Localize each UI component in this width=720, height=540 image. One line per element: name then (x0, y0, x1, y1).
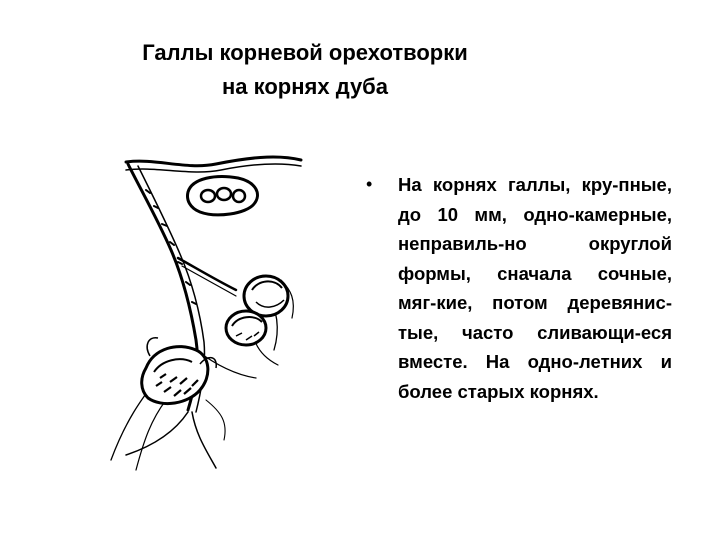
slide-title-line-1: Галлы корневой орехотворки (142, 40, 468, 65)
slide-title-line-2: на корнях дуба (222, 74, 388, 99)
bullet-text: На корнях галлы, кру-пные, до 10 мм, одно-камерные, неправиль-но округлой формы, сначала сочные, мяг-кие, потом деревянис-тые, часто сливающи-еся вместе. На одно-летних и более старых корнях. (398, 174, 672, 402)
oak-root-galls-drawing (96, 150, 316, 480)
bullet-marker: • (366, 174, 373, 194)
slide-title (0, 36, 610, 104)
